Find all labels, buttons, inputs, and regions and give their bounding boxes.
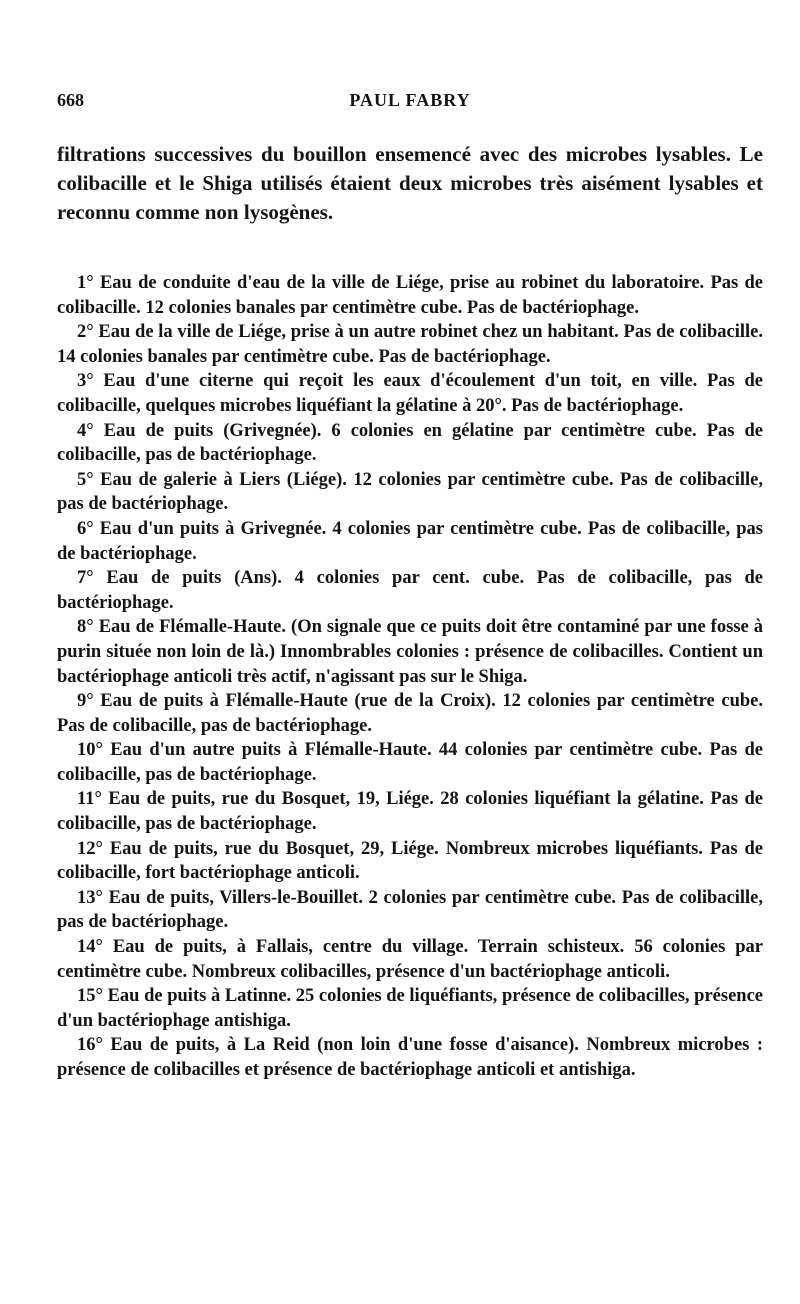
- sample-entry-2: 2° Eau de la ville de Liége, prise à un autre robinet chez un habitant. Pas de colibacille. 14 colonies banales par centimètre cube. Pas de bactériophage.: [57, 322, 764, 367]
- running-head: PAUL FABRY: [349, 90, 471, 110]
- sample-entry-10: 10° Eau d'un autre puits à Flémalle-Haute. 44 colonies par centimètre cube. Pas de colibacille, pas de bactériophage.: [57, 740, 763, 785]
- sample-entry-7: 7° Eau de puits (Ans). 4 colonies par cent. cube. Pas de colibacille, pas de bactériophage.: [57, 568, 764, 613]
- sample-entry-4: 4° Eau de puits (Grivegnée). 6 colonies en gélatine par centimètre cube. Pas de colibacille, pas de bactériophage.: [57, 420, 763, 466]
- sample-entry-3: 3° Eau d'une citerne qui reçoit les eaux d'écoulement d'un toit, en ville. Pas de colibacille, quelques microbes liquéfiant la gélatine à 20°. Pas de bactériophage.: [57, 371, 763, 416]
- document-page: [57, 0, 763, 1083]
- sample-entry-16: 16° Eau de puits, à La Reid (non loin d'une fosse d'aisance). Nombreux microbes : présence de colibacilles et présence de bactériophage anticoli et antishiga.: [57, 1035, 764, 1080]
- sample-entry-11: 11° Eau de puits, rue du Bosquet, 19, Liége. 28 colonies liquéfiant la gélatine. Pas de colibacille, pas de bactériophage.: [57, 789, 763, 835]
- sample-entry-9: 9° Eau de puits à Flémalle-Haute (rue de la Croix). 12 colonies par centimètre cube. Pas de colibacille, pas de bactériophage.: [57, 691, 764, 736]
- sample-entry-13: 13° Eau de puits, Villers-le-Bouillet. 2 colonies par centimètre cube. Pas de colibacille, pas de bactériophage.: [57, 887, 763, 933]
- sample-entry-6: 6° Eau d'un puits à Grivegnée. 4 colonies par centimètre cube. Pas de colibacille, pas de bactériophage.: [57, 518, 763, 564]
- sample-entry-12: 12° Eau de puits, rue du Bosquet, 29, Liége. Nombreux microbes liquéfiants. Pas de colibacille, fort bactériophage anticoli.: [57, 838, 763, 884]
- sample-entry-8: 8° Eau de Flémalle-Haute. (On signale que ce puits doit être contaminé par une fosse à purin située non loin de là.) Innombrables colonies : présence de colibacilles. Contient un bactériophage anticoli très actif, n'agissant pas sur le Shiga.: [57, 617, 763, 687]
- sample-entry-15: 15° Eau de puits à Latinne. 25 colonies de liquéfiants, présence de colibacilles, présence d'un bactériophage antishiga.: [57, 986, 763, 1031]
- page-header: [57, 90, 763, 120]
- sample-entry-14: 14° Eau de puits, à Fallais, centre du village. Terrain schisteux. 56 colonies par centimètre cube. Nombreux colibacilles, présence d'un bactériophage anticoli.: [57, 937, 764, 982]
- page-number: 668: [57, 90, 84, 110]
- sample-entry-5: 5° Eau de galerie à Liers (Liége). 12 colonies par centimètre cube. Pas de colibacille, pas de bactériophage.: [57, 469, 763, 515]
- intro-paragraph: filtrations successives du bouillon ensemencé avec des microbes lysables. Le colibacille et le Shiga utilisés étaient deux microbes très aisément lysables et reconnu comme non lysogènes.: [57, 142, 763, 224]
- sample-entry-1: 1° Eau de conduite d'eau de la ville de Liége, prise au robinet du laboratoire. Pas de colibacille. 12 colonies banales par centimètre cube. Pas de bactériophage.: [57, 273, 764, 318]
- sample-list: [57, 271, 763, 1083]
